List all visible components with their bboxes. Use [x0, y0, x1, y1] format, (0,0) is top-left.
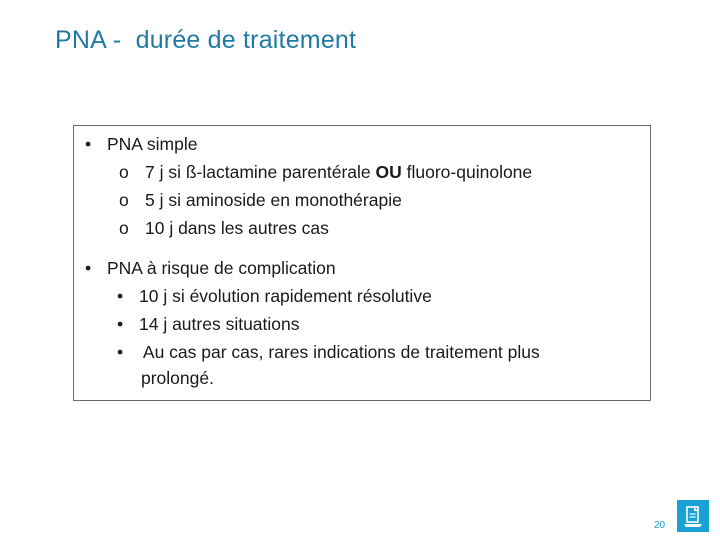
- circle-bullet-icon: o: [119, 162, 129, 182]
- circle-bullet-icon: o: [119, 218, 129, 238]
- bullet-icon: •: [85, 258, 92, 278]
- circle-bullet-icon: o: [119, 190, 129, 210]
- item-text: 5 j si aminoside en monothérapie: [145, 190, 402, 210]
- item-bold-text: OU: [375, 162, 402, 182]
- item-text-end: fluoro-quinolone: [401, 162, 533, 182]
- item-text: 7 j si ß-lactamine parentérale: [145, 162, 376, 182]
- list-item: [119, 189, 402, 211]
- item-text: 10 j si évolution rapidement résolutive: [139, 286, 432, 306]
- list-item: [117, 313, 300, 335]
- section-heading-risk: [85, 257, 336, 279]
- list-item: [119, 161, 532, 183]
- section-label: PNA à risque de complication: [107, 258, 336, 278]
- list-item: [119, 217, 329, 239]
- list-item-continuation: prolongé.: [141, 368, 214, 388]
- bullet-icon: •: [85, 134, 92, 154]
- section-heading-simple: [85, 133, 197, 155]
- bullet-icon: •: [117, 314, 124, 334]
- list-item: [117, 341, 540, 363]
- slide-title: PNA - durée de traitement: [55, 26, 357, 54]
- item-text: 10 j dans les autres cas: [145, 218, 329, 238]
- bullet-icon: •: [117, 342, 124, 362]
- bullet-icon: •: [117, 286, 124, 306]
- list-item: [117, 285, 432, 307]
- section-label: PNA simple: [107, 134, 198, 154]
- item-text: Au cas par cas, rares indications de traitement plus: [139, 342, 540, 362]
- page-number: 20: [654, 520, 666, 531]
- document-logo-icon: [677, 500, 709, 532]
- item-text: 14 j autres situations: [139, 314, 300, 334]
